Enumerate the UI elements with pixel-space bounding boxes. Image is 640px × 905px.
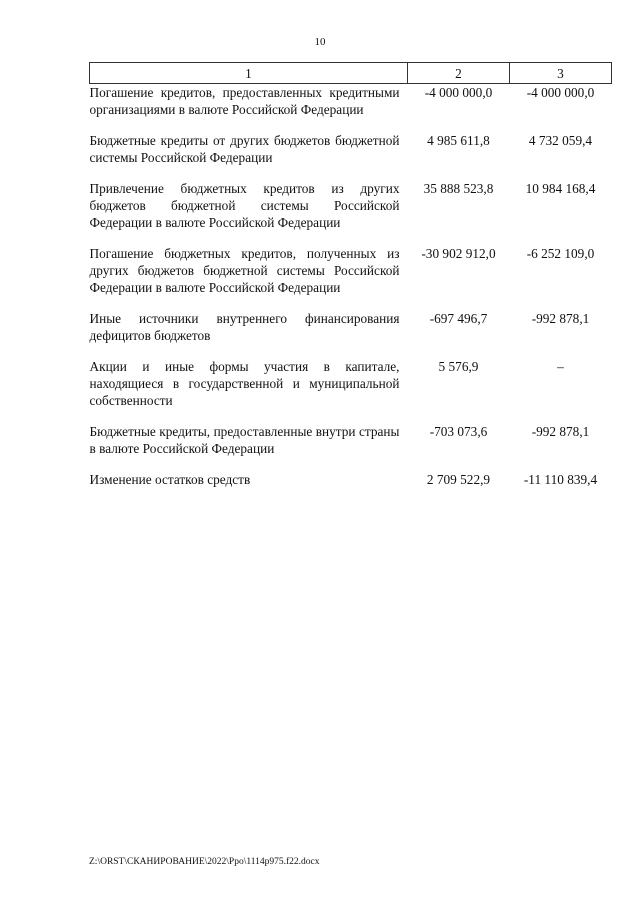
column-header-1: 1	[90, 63, 408, 84]
table-header-row	[90, 63, 612, 84]
row-name: Бюджетные кредиты от других бюджетов бюджетной системы Российской Федерации	[89, 133, 400, 165]
row-value-col3: –	[557, 359, 564, 374]
row-value-col2: 5 576,9	[438, 359, 479, 374]
file-path-footer: Z:\ORST\СКАНИРОВАНИЕ\2022\Ppo\1114p975.f22.docx	[89, 857, 320, 867]
table-row	[90, 358, 612, 423]
table-row	[90, 471, 612, 502]
row-value-col3: -992 878,1	[531, 311, 590, 326]
row-value-col2: -703 073,6	[429, 424, 488, 439]
row-value-col3: 4 732 059,4	[528, 133, 593, 148]
row-value-col3: -6 252 109,0	[526, 246, 595, 261]
column-header-2: 2	[408, 63, 510, 84]
page-number: 10	[314, 36, 326, 48]
row-name: Погашение кредитов, предоставленных кредитными организациями в валюте Российской Федерации	[89, 85, 400, 117]
row-value-col2: -30 902 912,0	[421, 246, 496, 261]
table-row	[90, 310, 612, 358]
row-name: Акции и иные формы участия в капитале, находящиеся в государственной и муниципальной собственности	[89, 359, 400, 408]
row-name: Погашение бюджетных кредитов, полученных из других бюджетов бюджетной системы Российской Федерации в валюте Российской Федерации	[89, 246, 400, 295]
row-value-col3: -992 878,1	[531, 424, 590, 439]
row-value-col2: -4 000 000,0	[424, 85, 493, 100]
row-name: Иные источники внутреннего финансирования дефицитов бюджетов	[89, 311, 400, 343]
row-value-col3: 10 984 168,4	[525, 181, 596, 196]
row-value-col2: 35 888 523,8	[423, 181, 494, 196]
budget-sources-table	[89, 62, 612, 502]
row-value-col2: 4 985 611,8	[427, 133, 490, 148]
row-name: Бюджетные кредиты, предоставленные внутри страны в валюте Российской Федерации	[89, 424, 400, 456]
row-name: Привлечение бюджетных кредитов из других бюджетов бюджетной системы Российской Федерации в валюте Российской Федерации	[89, 181, 400, 230]
column-header-3: 3	[510, 63, 612, 84]
row-value-col3: -4 000 000,0	[526, 85, 595, 100]
row-value-col2: 2 709 522,9	[426, 472, 491, 487]
table-row	[90, 180, 612, 245]
table-row	[90, 423, 612, 471]
table-row	[90, 245, 612, 310]
table-row	[90, 84, 612, 133]
row-value-col3: -11 110 839,4	[523, 472, 598, 487]
row-value-col2: -697 496,7	[429, 311, 488, 326]
table-row	[90, 132, 612, 180]
row-name: Изменение остатков средств	[89, 472, 251, 487]
